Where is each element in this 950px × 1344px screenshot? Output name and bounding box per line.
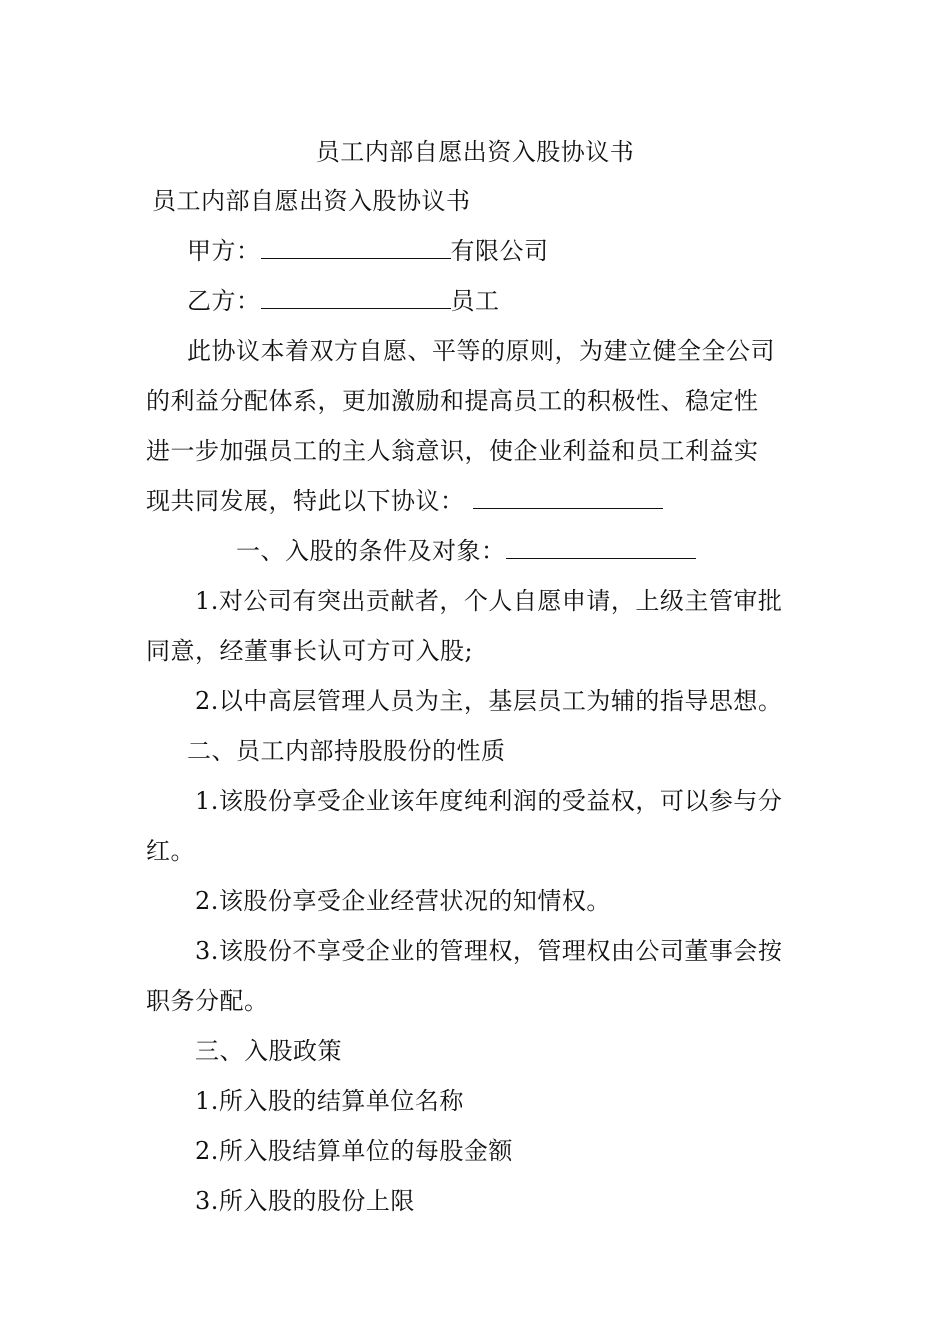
- intro-last-line: [146, 486, 663, 516]
- party-b-label: 乙方：: [187, 287, 261, 315]
- document-subtitle: 员工内部自愿出资入股协议书: [152, 187, 471, 215]
- party-a-line: [187, 236, 549, 266]
- party-b-line: [187, 286, 500, 316]
- section1-heading: 一、入股的条件及对象：: [236, 537, 506, 565]
- intro-line: 此协议本着双方自愿、平等的原则，为建立健全全公司: [187, 337, 775, 365]
- section1-item2: 2.以中高层管理人员为主，基层员工为辅的指导思想。: [195, 687, 783, 715]
- section3-item1: 1.所入股的结算单位名称: [195, 1087, 464, 1115]
- section3-heading: 三、入股政策: [195, 1037, 342, 1065]
- section2-item1-line2: 红。: [146, 837, 195, 865]
- section2-item2: 2.该股份享受企业经营状况的知情权。: [195, 887, 611, 915]
- party-b-blank: [261, 286, 451, 309]
- section2-item1-line1: 1.该股份享受企业该年度纯利润的受益权，可以参与分: [195, 787, 783, 815]
- section2-item3-line1: 3.该股份不享受企业的管理权，管理权由公司董事会按: [195, 937, 783, 965]
- section1-item1-line2: 同意，经董事长认可方可入股;: [146, 637, 474, 665]
- section2-heading: 二、员工内部持股股份的性质: [187, 737, 506, 765]
- section1-item1-line1: 1.对公司有突出贡献者，个人自愿申请，上级主管审批: [195, 587, 783, 615]
- party-a-suffix: 有限公司: [450, 237, 549, 265]
- section3-item2: 2.所入股结算单位的每股金额: [195, 1137, 513, 1165]
- intro-line: 现共同发展，特此以下协议：: [146, 487, 465, 515]
- section1-heading-line: [236, 536, 696, 566]
- section1-blank: [506, 536, 696, 559]
- section2-item3-line2: 职务分配。: [146, 987, 269, 1015]
- section3-item3: 3.所入股的股份上限: [195, 1187, 415, 1215]
- document-title: 员工内部自愿出资入股协议书: [315, 138, 635, 166]
- intro-blank: [473, 486, 663, 509]
- intro-line: 的利益分配体系，更加激励和提高员工的积极性、稳定性: [146, 387, 759, 415]
- party-a-blank: [261, 236, 451, 259]
- party-a-label: 甲方：: [187, 237, 261, 265]
- party-b-suffix: 员工: [450, 287, 500, 315]
- intro-line: 进一步加强员工的主人翁意识，使企业利益和员工利益实: [146, 437, 759, 465]
